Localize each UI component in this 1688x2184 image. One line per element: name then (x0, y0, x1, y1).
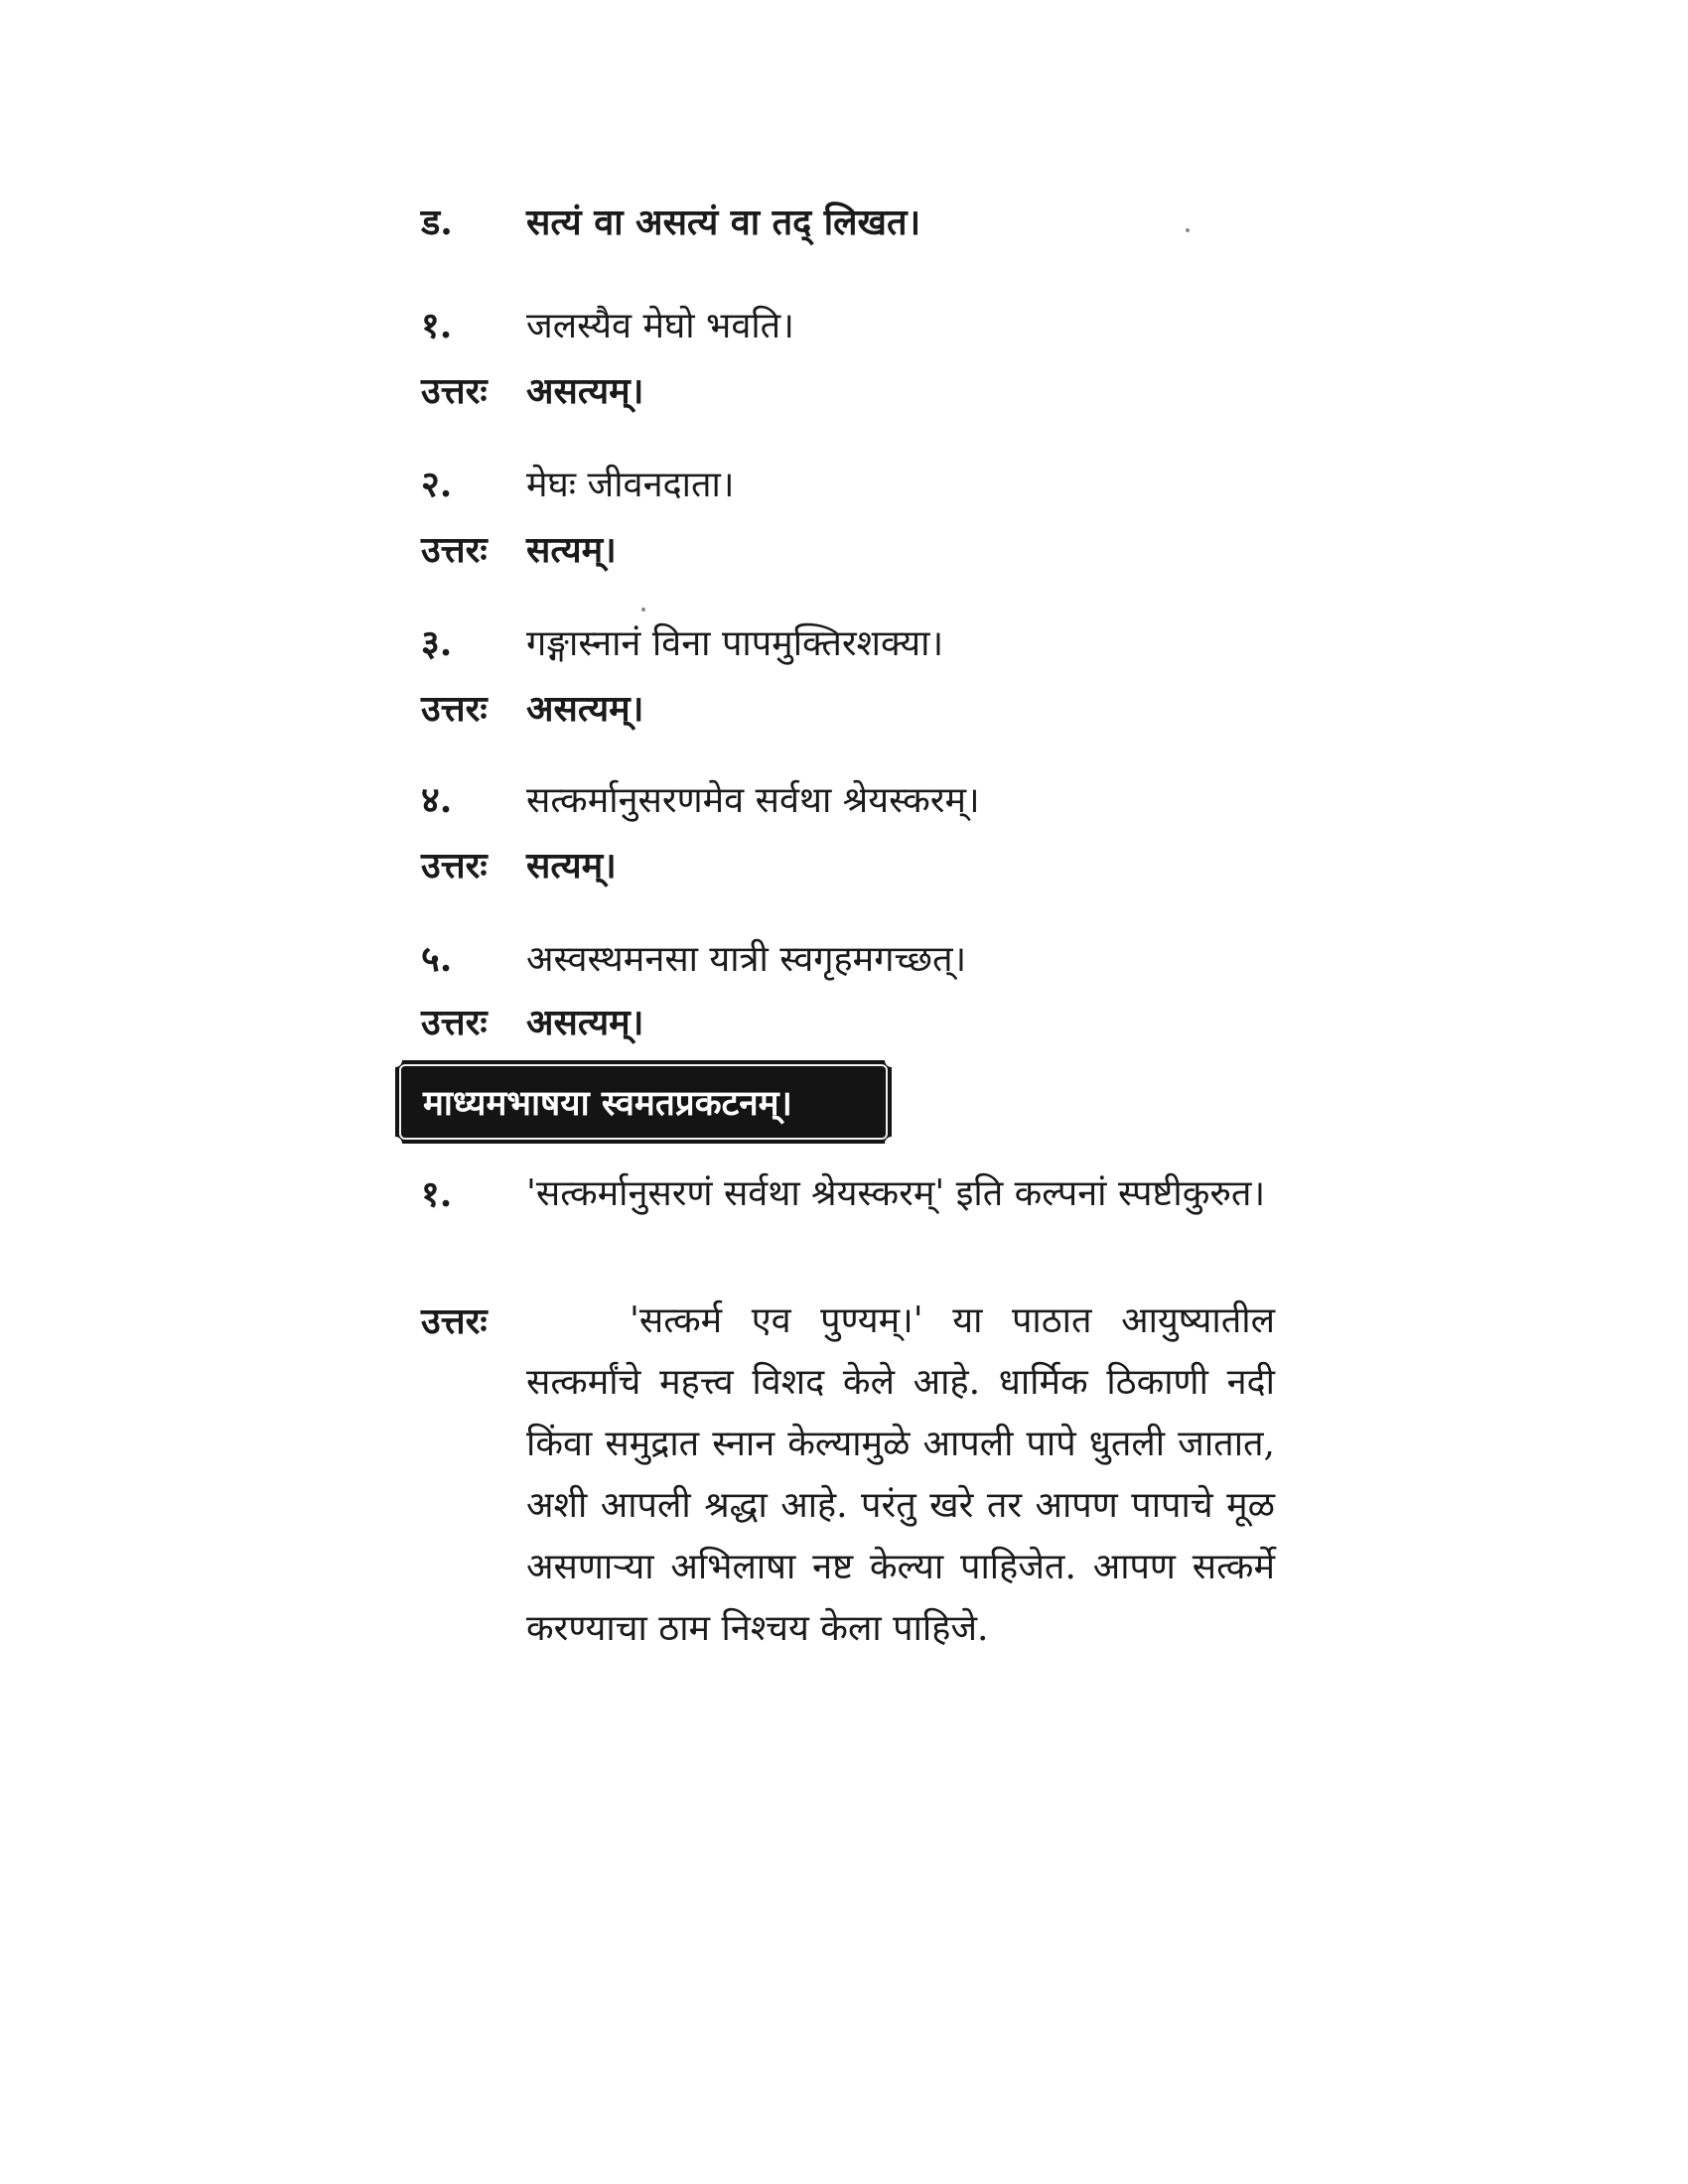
banner-corner (885, 1137, 899, 1151)
item-answer-row (421, 685, 1275, 733)
item-answer: सत्यम्। (526, 529, 617, 571)
item-answer: असत्यम्। (526, 370, 644, 412)
question-number: १. (421, 1173, 453, 1215)
list-item (421, 776, 1275, 825)
item-number: १. (421, 305, 453, 346)
item-statement: सत्कर्मानुसरणमेव सर्वथा श्रेयस्करम्। (526, 780, 980, 821)
section-banner (395, 1060, 892, 1144)
opinion-question (421, 1163, 1275, 1225)
item-answer: असत्यम्। (526, 1002, 644, 1043)
scan-speck (641, 608, 645, 612)
list-item (421, 935, 1275, 984)
section-d-title: सत्यं वा असत्यं वा तद् लिखत। (526, 202, 921, 243)
item-statement: गङ्गास्नानं विना पापमुक्तिरशक्या। (526, 623, 944, 664)
scan-speck (1186, 228, 1190, 232)
section-banner-frame (399, 1064, 888, 1140)
section-d-marker: ड. (421, 202, 453, 243)
item-answer: असत्यम्। (526, 688, 644, 730)
question-text: 'सत्कर्मानुसरणं सर्वथा श्रेयस्करम्' इति कल्पनां स्पष्टीकुरुत। (526, 1173, 1266, 1214)
answer-label: उत्तरः (421, 1300, 488, 1342)
section-banner-title: माध्यमभाषया स्वमतप्रकटनम्। (423, 1083, 792, 1124)
item-number: ३. (421, 622, 453, 664)
item-number: ४. (421, 779, 453, 821)
item-statement: अस्वस्थमनसा यात्री स्वगृहमगच्छत्। (526, 939, 967, 980)
answer-label: उत्तरः (421, 529, 488, 571)
item-statement: मेघः जीवनदाता। (526, 465, 735, 505)
item-answer-row (421, 367, 1275, 415)
item-answer: सत्यम्। (526, 845, 617, 887)
answer-paragraph: 'सत्कर्म एव पुण्यम्।' या पाठात आयुष्यातील सत्कर्मांचे महत्त्व विशद केले आहे. धार्मिक ठिकाणी नदी किंवा समुद्रात स्नान केल्यामुळे आपली पापे धुतली जातात, अशी आपली श्रद्धा आहे. परंतु खरे तर आपण पापाचे मूळ असणाऱ्या अभिलाषा नष्ट केल्या पाहिजेत. आपण सत्कर्मे करण्याचा ठाम निश्चय केला पाहिजे. (526, 1300, 1275, 1649)
list-item (421, 619, 1275, 668)
item-answer-row (421, 842, 1275, 889)
section-d-heading (421, 199, 1275, 246)
answer-label: उत्तरः (421, 845, 488, 887)
item-statement: जलस्यैव मेघो भवति। (526, 306, 794, 346)
item-number: २. (421, 464, 453, 505)
banner-corner (885, 1053, 899, 1067)
banner-corner (388, 1053, 402, 1067)
answer-label: उत्तरः (421, 1002, 488, 1043)
item-answer-row (421, 999, 1275, 1046)
opinion-answer (421, 1291, 1275, 1660)
item-number: ५. (421, 938, 453, 980)
banner-corner (388, 1137, 402, 1151)
answer-label: उत्तरः (421, 370, 488, 412)
list-item (421, 302, 1275, 350)
list-item (421, 461, 1275, 509)
item-answer-row (421, 526, 1275, 574)
answer-label: उत्तरः (421, 688, 488, 730)
